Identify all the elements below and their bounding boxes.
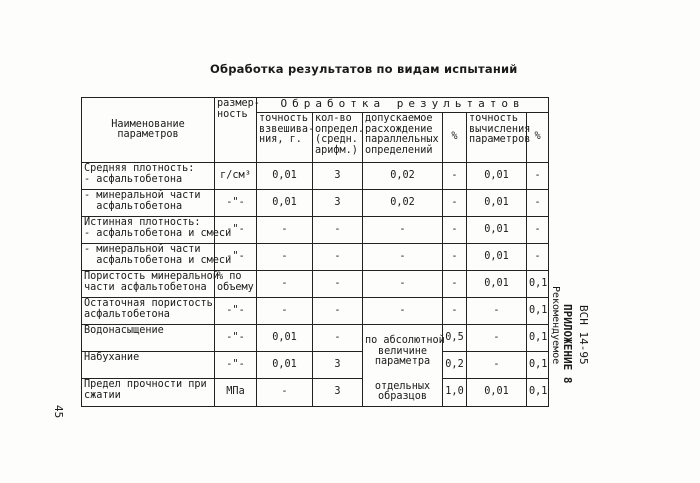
param-unit: -"-: [215, 352, 257, 379]
determination-count: -: [313, 271, 363, 298]
table-row: [82, 298, 549, 325]
header-unit: размер- ность: [215, 98, 257, 163]
param-unit: -"-: [215, 217, 257, 244]
determination-count: 3: [313, 163, 363, 190]
allowed-discrepancy: 0,02: [363, 190, 443, 217]
determination-count: 3: [313, 352, 363, 379]
calc-accuracy: 0,01: [467, 217, 527, 244]
percent-1: -: [443, 190, 467, 217]
header-percent-2: %: [527, 113, 549, 163]
table-row: [82, 379, 549, 407]
allowed-discrepancy: 0,02: [363, 163, 443, 190]
recommended-label: Рекомендуемое: [550, 286, 561, 365]
param-name: Набухание: [82, 352, 215, 379]
results-table: [81, 97, 549, 407]
param-unit: % по объему: [215, 271, 257, 298]
allowed-discrepancy: -: [363, 244, 443, 271]
allowed-discrepancy: отдельных образцов: [363, 379, 443, 407]
header-calc-accuracy: точность вычисления параметров: [467, 113, 527, 163]
param-unit: -"-: [215, 244, 257, 271]
table-row: [82, 244, 549, 271]
header-processing-group: Обработка результатов: [257, 98, 549, 113]
param-unit: г/см³: [215, 163, 257, 190]
determination-count: 3: [313, 190, 363, 217]
param-unit: -"-: [215, 190, 257, 217]
table-row: [82, 190, 549, 217]
param-name: Остаточная пористость асфальтобетона: [82, 298, 215, 325]
percent-2: 0,1: [527, 298, 549, 325]
calc-accuracy: 0,01: [467, 379, 527, 407]
calc-accuracy: -: [467, 325, 527, 352]
percent-2: -: [527, 217, 549, 244]
percent-2: 0,1: [527, 271, 549, 298]
weighing-accuracy: -: [257, 217, 313, 244]
percent-2: 0,1: [527, 352, 549, 379]
determination-count: 3: [313, 379, 363, 407]
table-row: [82, 163, 549, 190]
param-name: - минеральной части асфальтобетона: [82, 190, 215, 217]
calc-accuracy: 0,01: [467, 244, 527, 271]
allowed-discrepancy: -: [363, 298, 443, 325]
calc-accuracy: 0,01: [467, 190, 527, 217]
percent-2: -: [527, 190, 549, 217]
param-name: - минеральной части асфальтобетона и смеси: [82, 244, 215, 271]
percent-2: 0,1: [527, 379, 549, 407]
allowed-discrepancy: по абсолютной величине параметра: [363, 325, 443, 379]
header-allowed-discrepancy: допускаемое расхождение параллельных определений: [363, 113, 443, 163]
page-number: 45: [52, 405, 65, 419]
percent-1: -: [443, 244, 467, 271]
param-name: Средняя плотность: - асфальтобетона: [82, 163, 215, 190]
percent-1: 0,5: [443, 325, 467, 352]
calc-accuracy: 0,01: [467, 163, 527, 190]
percent-1: 1,0: [443, 379, 467, 407]
percent-1: -: [443, 217, 467, 244]
weighing-accuracy: 0,01: [257, 190, 313, 217]
determination-count: -: [313, 217, 363, 244]
weighing-accuracy: 0,01: [257, 163, 313, 190]
weighing-accuracy: 0,01: [257, 352, 313, 379]
weighing-accuracy: -: [257, 379, 313, 407]
param-name: Истинная плотность: - асфальтобетона и смеси: [82, 217, 215, 244]
weighing-accuracy: 0,01: [257, 325, 313, 352]
percent-2: -: [527, 163, 549, 190]
percent-2: 0,1: [527, 325, 549, 352]
table-row: [82, 271, 549, 298]
weighing-accuracy: -: [257, 298, 313, 325]
table-row: [82, 352, 549, 379]
param-unit: -"-: [215, 298, 257, 325]
determination-count: -: [313, 325, 363, 352]
allowed-discrepancy: -: [363, 217, 443, 244]
header-weighing-accuracy: точность взвешива- ния, г.: [257, 113, 313, 163]
page-title: Обработка результатов по видам испытаний: [210, 62, 518, 76]
param-unit: -"-: [215, 325, 257, 352]
calc-accuracy: -: [467, 298, 527, 325]
determination-count: -: [313, 244, 363, 271]
percent-2: -: [527, 244, 549, 271]
weighing-accuracy: -: [257, 244, 313, 271]
weighing-accuracy: -: [257, 271, 313, 298]
percent-1: -: [443, 298, 467, 325]
determination-count: -: [313, 298, 363, 325]
allowed-discrepancy: -: [363, 271, 443, 298]
percent-1: -: [443, 271, 467, 298]
header-parameter-name: Наименование параметров: [82, 98, 215, 163]
header-determination-count: кол-во определ. (средн. арифм.): [313, 113, 363, 163]
document-code: ВСН 14-95: [577, 305, 590, 365]
param-name: Водонасыщение: [82, 325, 215, 352]
percent-1: 0,2: [443, 352, 467, 379]
param-name: Пористость минеральной части асфальтобетона: [82, 271, 215, 298]
param-name: Предел прочности при сжатии: [82, 379, 215, 407]
percent-1: -: [443, 163, 467, 190]
header-percent-1: %: [443, 113, 467, 163]
calc-accuracy: -: [467, 352, 527, 379]
appendix-label: ПРИЛОЖЕНИЕ 8: [561, 304, 574, 384]
param-unit: МПа: [215, 379, 257, 407]
table-row: [82, 325, 549, 352]
calc-accuracy: 0,01: [467, 271, 527, 298]
table-row: [82, 217, 549, 244]
